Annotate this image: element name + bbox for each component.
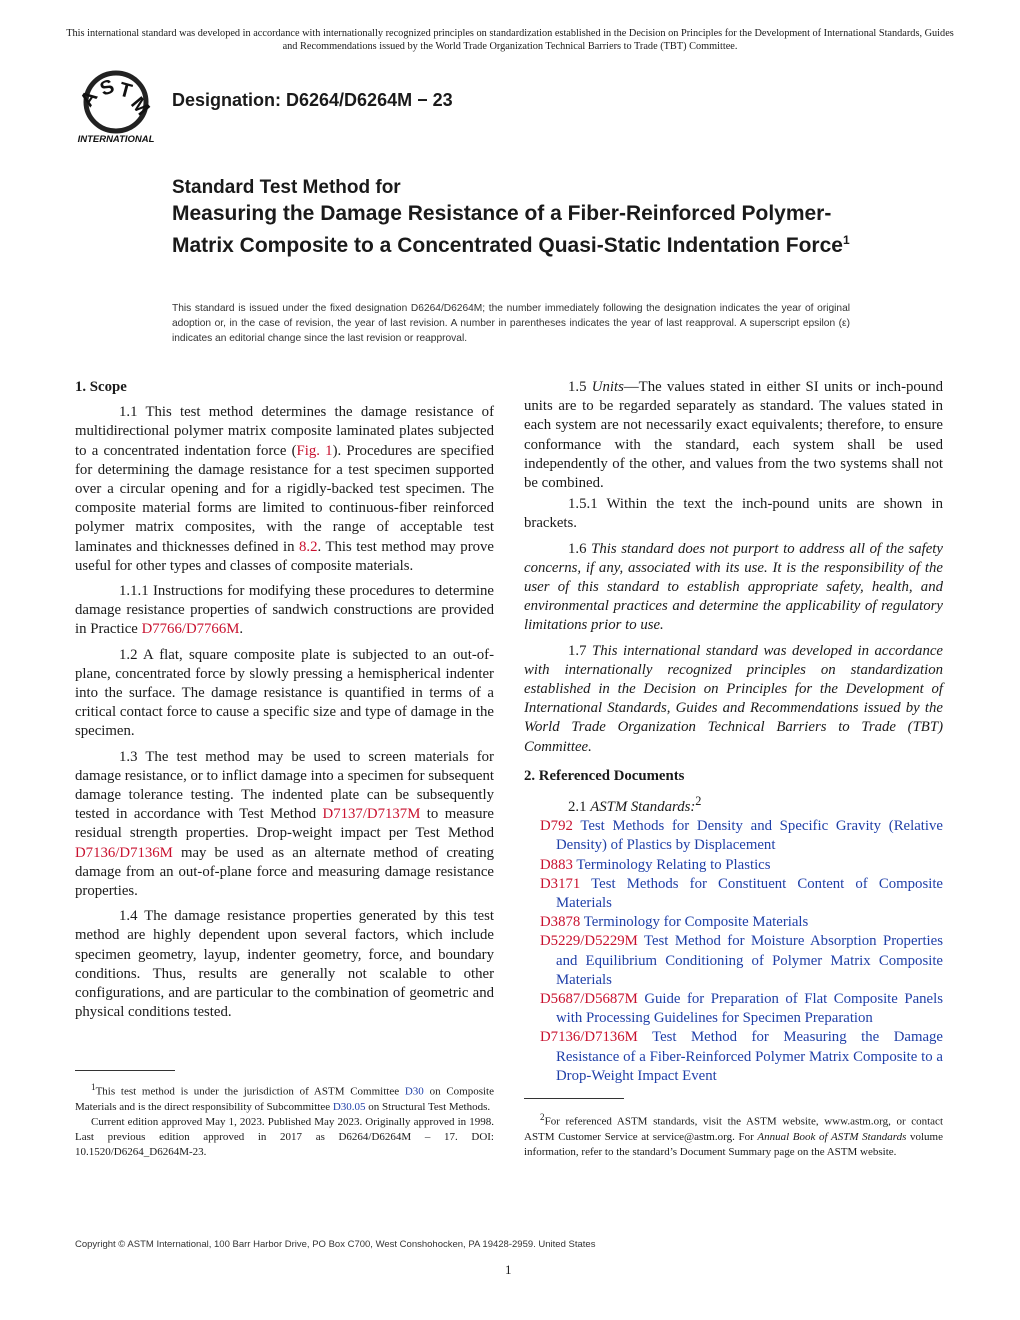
- para-1-1-1-text-a: 1.1.1 Instructions for modifying these procedures to determine damage resistance properties of sandwich constructions are provided in Practice: [75, 583, 494, 638]
- para-1-6: [524, 540, 943, 636]
- reference-item[interactable]: [524, 990, 943, 1028]
- reference-title[interactable]: Test Method for Moisture Absorption Properties and Equilibrium Conditioning of Polymer Matrix Composite Materials: [556, 933, 943, 988]
- astm-logo-graphic: [74, 70, 164, 146]
- right-column: [524, 378, 943, 1086]
- para-1-5: [524, 378, 943, 493]
- para-1-3-text-b: to measure residual strength properties. Drop-weight impact per Test Method: [75, 806, 494, 842]
- title-footnote-ref[interactable]: 1: [842, 233, 850, 247]
- footnote-2-italic: Annual Book of ASTM Standards: [757, 1130, 907, 1143]
- subcommittee-d30-05-link[interactable]: D30.05: [332, 1100, 366, 1113]
- title-block: [172, 176, 892, 259]
- reference-item[interactable]: [524, 875, 943, 913]
- para-1-3-text-c: may be used as an alternate method of creating damage from an out-of-plane force and measuring damage resistance properties.: [75, 844, 494, 900]
- para-1-1-1-text-b: .: [239, 621, 244, 638]
- footnote-1-text-c: on Structural Test Methods.: [365, 1100, 491, 1113]
- footnote-divider-right: [524, 1098, 624, 1099]
- para-1-1-text-a: 1.1 This test method determines the damage resistance of multidirectional polymer matrix composite laminated plates subjected to a concentrated indentation force (: [75, 404, 494, 459]
- reference-item[interactable]: [524, 913, 943, 932]
- footnote-1-para-2: Current edition approved May 1, 2023. Published May 2023. Originally approved in 1998. Last previous edition approved in 2017 as D6264/D6264M – 17. DOI: 10.1520/D6264_D6264M-23.: [75, 1115, 494, 1158]
- svg-text:T: T: [116, 78, 135, 103]
- para-1-6-num: 1.6: [568, 540, 592, 557]
- reference-item[interactable]: [524, 1028, 943, 1086]
- title-main: [172, 200, 892, 259]
- reference-title[interactable]: Guide for Preparation of Flat Composite Panels with Processing Guidelines for Specimen Preparation: [556, 991, 943, 1027]
- para-1-1-text-c: . This test method may prove useful for other types and classes of composite materials.: [75, 538, 494, 574]
- para-1-1-1: [75, 582, 494, 640]
- reference-list: [524, 817, 943, 1086]
- left-column: [75, 378, 494, 1029]
- committee-d30-link[interactable]: D30: [404, 1085, 424, 1098]
- para-1-5-num: 1.5: [568, 379, 592, 395]
- designation: Designation: D6264/D6264M − 23: [172, 90, 453, 110]
- para-1-4: 1.4 The damage resistance properties generated by this test method are highly dependent upon several factors, which include specimen geometry, layup, indenter geometry, force, and boundary conditions. Thus, results are generally not scalable to other configurations, and are particular to the combination of geometric and physical conditions tested.: [75, 908, 494, 1021]
- para-2-1-num: 2.1: [568, 798, 591, 815]
- reference-item[interactable]: [524, 856, 943, 875]
- scope-heading: 1. Scope: [75, 379, 127, 395]
- para-1-5-text: —The values stated in either SI units or inch-pound units are to be regarded separately as standard. The values stated in each system are not necessarily exact equivalents; therefore, to ensure conformance with the standard, each system shall be used independently of the other, and values from the two systems shall not be combined.: [524, 379, 944, 492]
- footnote-2-text-a: For referenced ASTM standards, visit the ASTM website, www.astm.org, or contact ASTM Customer Service at service@astm.org. For: [524, 1115, 943, 1143]
- footnote-2-ref[interactable]: 2: [695, 794, 702, 809]
- svg-text:M: M: [126, 93, 154, 120]
- footnote-2-para: [524, 1110, 943, 1160]
- logo-subtext: INTERNATIONAL: [77, 134, 155, 145]
- reference-title[interactable]: Terminology for Composite Materials: [580, 914, 809, 931]
- footnote-divider-left: [75, 1070, 175, 1071]
- footnote-1-text-b: on Composite Materials and is the direct responsibility of Subcommittee: [75, 1085, 494, 1113]
- para-1-1: [75, 403, 494, 576]
- reference-title[interactable]: Test Methods for Density and Specific Gravity (Relative Density) of Plastics by Displacement: [556, 818, 943, 854]
- para-1-5-italic: Units: [591, 379, 624, 395]
- footnote-1-para-1: [75, 1080, 494, 1115]
- fig-1-link[interactable]: Fig. 1: [296, 442, 333, 459]
- reference-code[interactable]: D883: [540, 856, 573, 873]
- d7766-link[interactable]: D7766/D7766M: [141, 621, 240, 638]
- svg-text:A: A: [76, 86, 103, 111]
- reference-code[interactable]: D7136/D7136M: [540, 1029, 638, 1046]
- reference-code[interactable]: D5229/D5229M: [540, 933, 638, 950]
- footnote-2-marker: 2: [540, 1112, 545, 1122]
- reference-code[interactable]: D3878: [540, 914, 581, 931]
- title-main-text: Measuring the Damage Resistance of a Fiber-Reinforced Polymer-Matrix Composite to a Concentrated Quasi-Static Indentation Force: [172, 202, 843, 257]
- d7137-link[interactable]: D7137/D7137M: [322, 806, 421, 823]
- para-1-2: 1.2 A flat, square composite plate is subjected to an out-of-plane, concentrated force by slowly pressing a hemispherical indenter into the surface. The damage resistance is quantified in terms of a critical contact force to cause a specific size and type of damage in the specimen.: [75, 646, 494, 740]
- astm-logo: [74, 70, 164, 146]
- top-notice: This international standard was developed in accordance with internationally recognized principles on standardization established in the Decision on Principles for the Development of International Standards, Guides and Recommendations issued by the World Trade Organization Technical Barriers to Trade (TBT) Committee.: [66, 28, 954, 52]
- para-1-7-num: 1.7: [568, 642, 593, 659]
- section-8-2-link[interactable]: 8.2: [299, 538, 318, 555]
- footnote-1: [75, 1080, 494, 1160]
- reference-item[interactable]: [524, 817, 943, 855]
- reference-title[interactable]: Test Method for Measuring the Damage Resistance of a Fiber-Reinforced Polymer Matrix Composite to a Drop-Weight Impact Event: [556, 1029, 943, 1084]
- issued-note: This standard is issued under the fixed designation D6264/D6264M; the number immediately following the designation indicates the year of original adoption or, in the case of revision, the year of last revision. A number in parentheses indicates the year of last reapproval. A superscript epsilon (ε) indicates an editorial change since the last revision or reapproval.: [172, 303, 850, 344]
- reference-code[interactable]: D792: [540, 818, 573, 835]
- para-1-1-text-b: ). Procedures are specified for determining the damage resistance for a test specimen supported over a circular opening and for a rigidly-backed test specimen. The composite material forms are limited to continuous-fiber reinforced polymer matrix composites, with the range of acceptable test laminates and thicknesses defined in: [75, 442, 495, 555]
- footnote-1-text-a: This test method is under the jurisdiction of ASTM Committee: [95, 1085, 405, 1098]
- copyright-footer: Copyright © ASTM International, 100 Barr Harbor Drive, PO Box C700, West Conshohocken, PA 19428-2959. United States: [75, 1239, 596, 1250]
- svg-text:S: S: [97, 75, 118, 101]
- para-1-3-text-a: 1.3 The test method may be used to screen materials for damage resistance, or to inflict damage into a specimen for subsequent damage tolerance testing. The indented plate can be subsequently tested in accordance with Test Method: [75, 748, 494, 823]
- reference-code[interactable]: D5687/D5687M: [540, 991, 638, 1008]
- footnote-1-marker: 1: [91, 1082, 96, 1092]
- para-1-7: [524, 642, 943, 757]
- title-pre: Standard Test Method for: [172, 177, 401, 198]
- para-1-3: [75, 748, 494, 902]
- page-number: 1: [505, 1262, 512, 1277]
- referenced-heading: 2. Referenced Documents: [524, 767, 685, 784]
- para-1-7-italic: This international standard was developed in accordance with internationally recognized principles on standardization established in the Decision on Principles for the Development of International Standards, Guides and Recommendations issued by the World Trade Organization Technical Barriers to Trade (TBT) Committee.: [524, 642, 943, 755]
- para-1-5-1: 1.5.1 Within the text the inch-pound units are shown in brackets.: [524, 496, 943, 532]
- footnote-2-text-b: volume information, refer to the standard’s Document Summary page on the ASTM website.: [524, 1130, 943, 1158]
- footnote-2: [524, 1110, 943, 1160]
- reference-item[interactable]: [524, 932, 943, 990]
- para-2-1: [524, 792, 943, 817]
- para-1-6-italic: This standard does not purport to address all of the safety concerns, if any, associated with its use. It is the responsibility of the user of this standard to establish appropriate safety, health, and environmental practices and determine the applicability of regulatory limitations prior to use.: [524, 540, 943, 634]
- reference-code[interactable]: D3171: [540, 875, 581, 892]
- d7136-link[interactable]: D7136/D7136M: [75, 844, 173, 861]
- reference-title[interactable]: Test Methods for Constituent Content of Composite Materials: [556, 875, 943, 911]
- para-2-1-italic: ASTM Standards:: [590, 798, 696, 815]
- reference-title[interactable]: Terminology Relating to Plastics: [572, 856, 771, 873]
